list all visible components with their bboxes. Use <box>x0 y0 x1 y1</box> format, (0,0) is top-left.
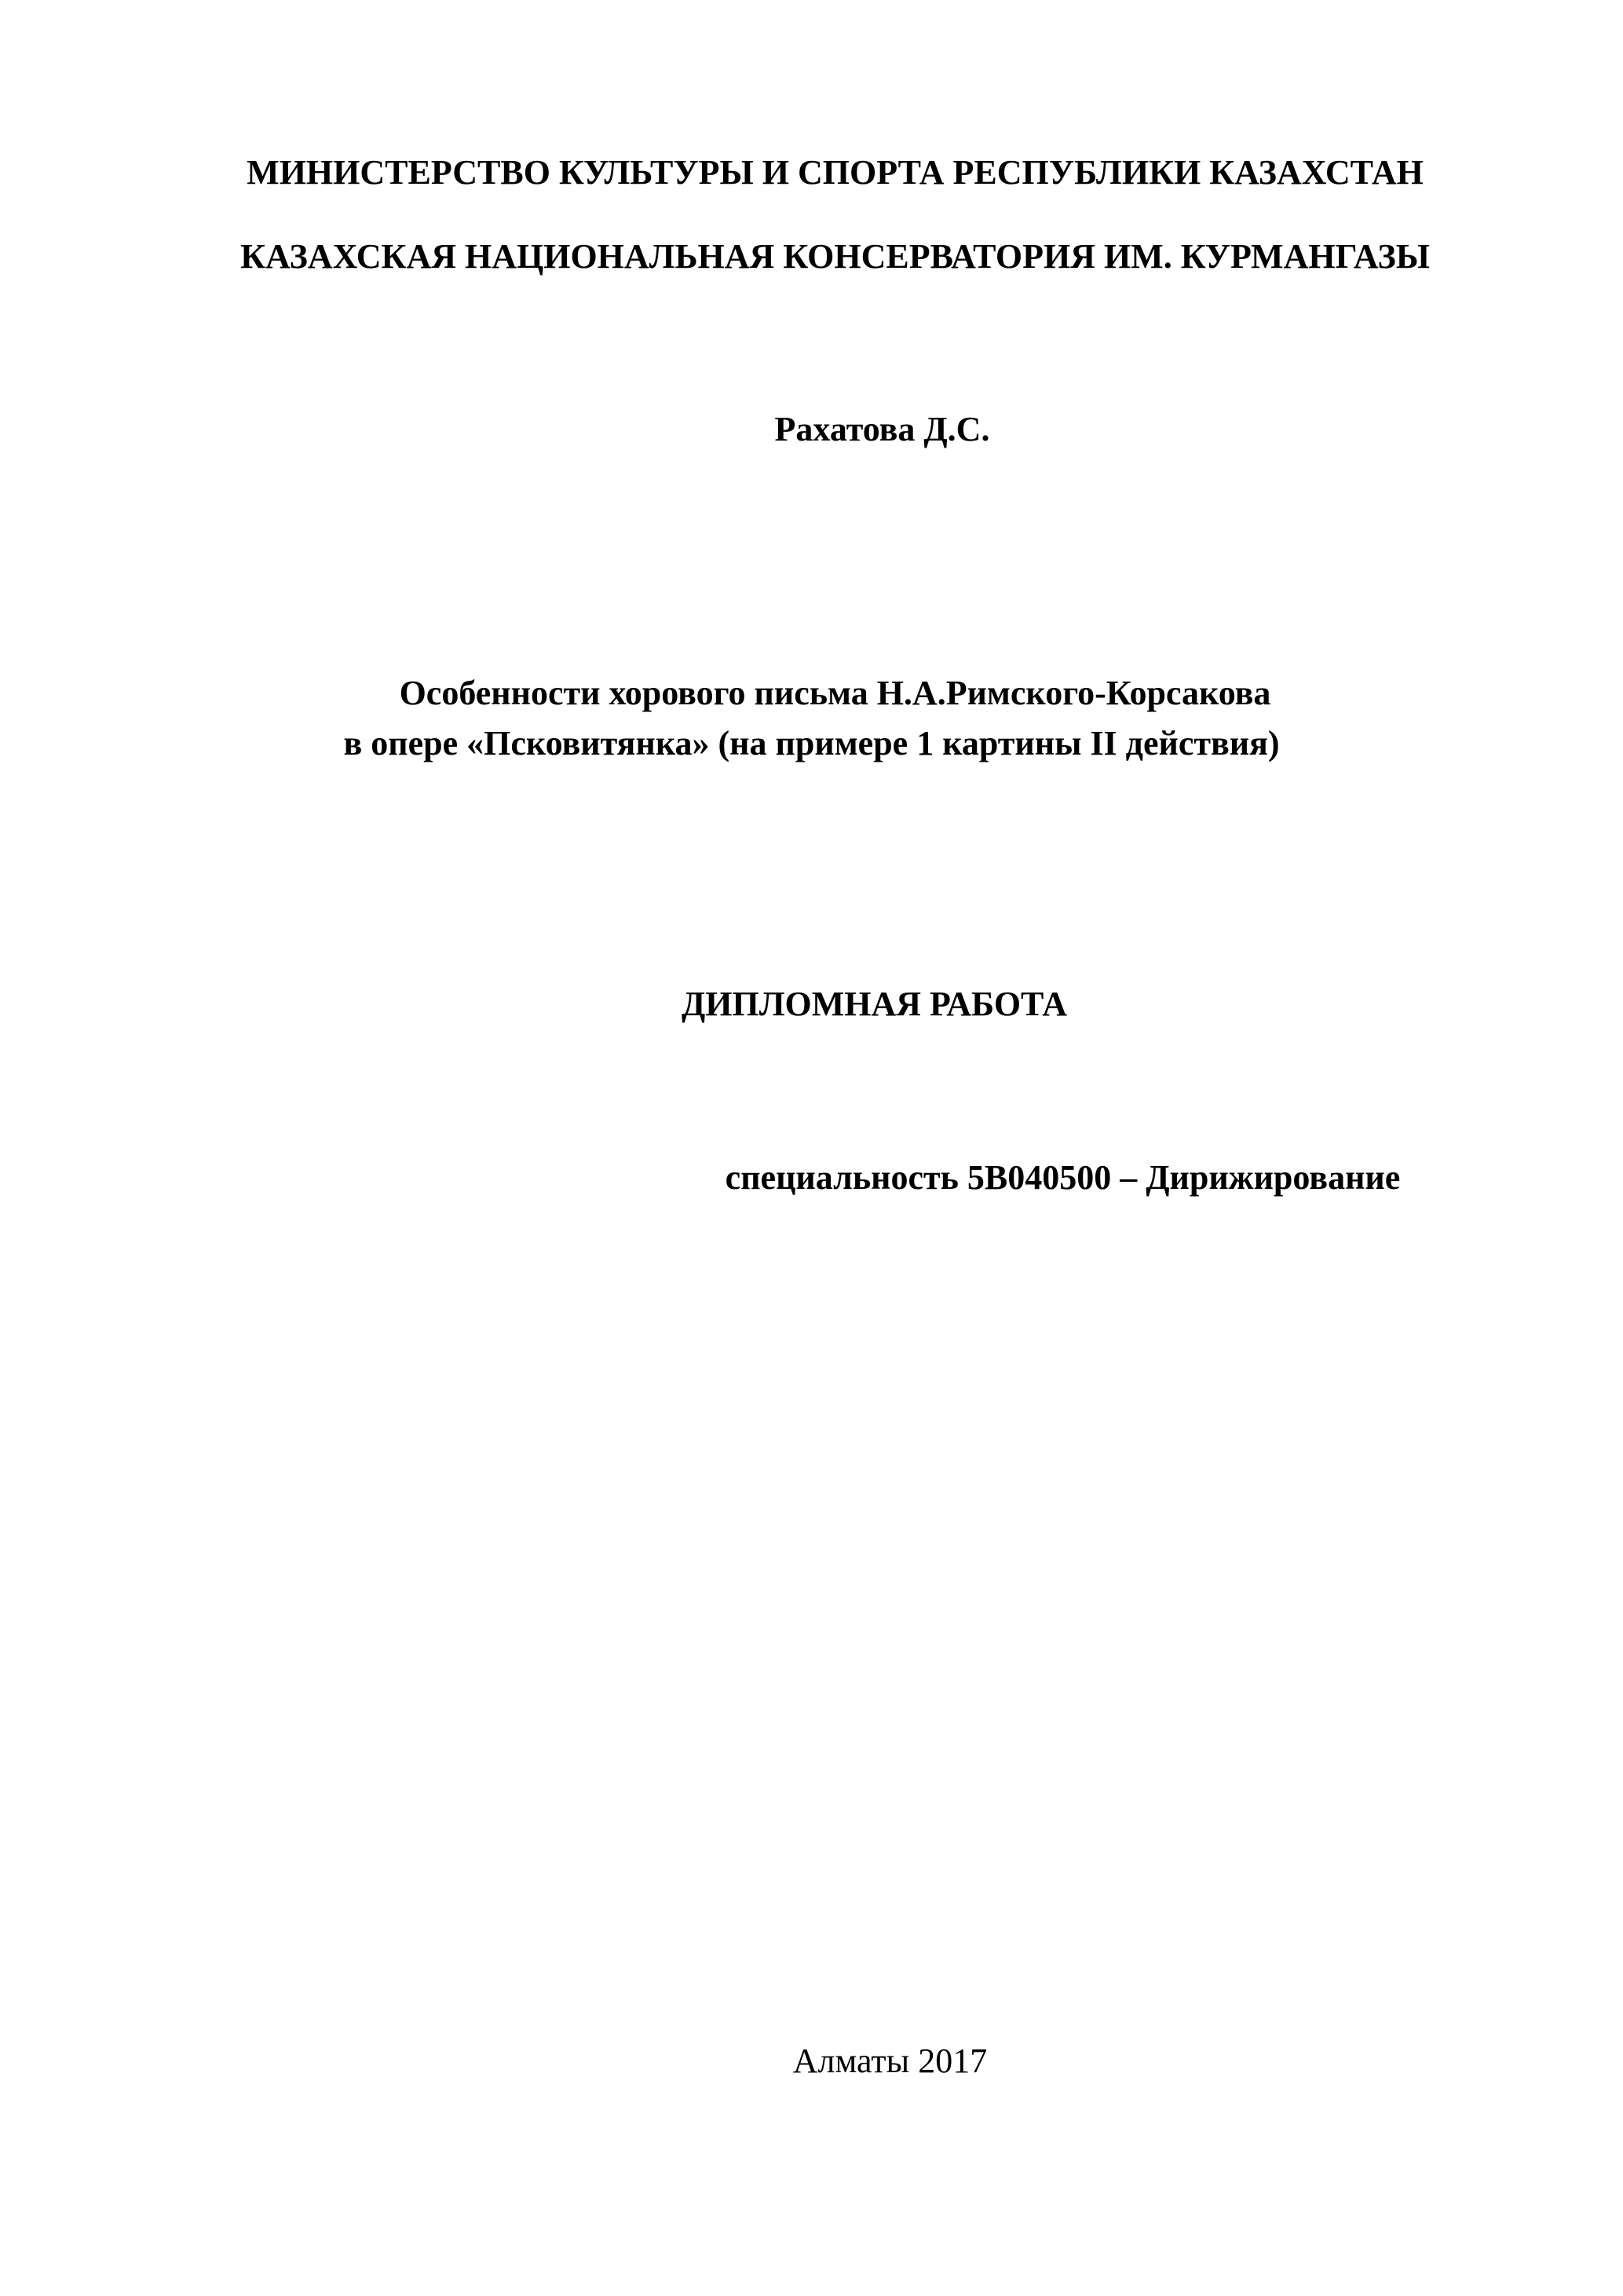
work-type-heading: ДИПЛОМНАЯ РАБОТА <box>681 985 1067 1023</box>
thesis-title-line-1: Особенности хорового письма Н.А.Римского-Корсакова <box>399 674 1271 712</box>
ministry-heading: МИНИСТЕРСТВО КУЛЬТУРЫ И СПОРТА РЕСПУБЛИКИ КАЗАХСТАН <box>247 153 1424 192</box>
conservatory-heading: КАЗАХСКАЯ НАЦИОНАЛЬНАЯ КОНСЕРВАТОРИЯ ИМ. КУРМАНГАЗЫ <box>240 237 1430 276</box>
specialty-line: специальность 5В040500 – Дирижирование <box>725 1158 1401 1197</box>
city-year: Алматы 2017 <box>792 2042 988 2080</box>
thesis-title-line-2: в опере «Псковитянка» (на примере 1 картины II действия) <box>343 724 1280 762</box>
author-name: Рахатова Д.С. <box>774 410 990 448</box>
